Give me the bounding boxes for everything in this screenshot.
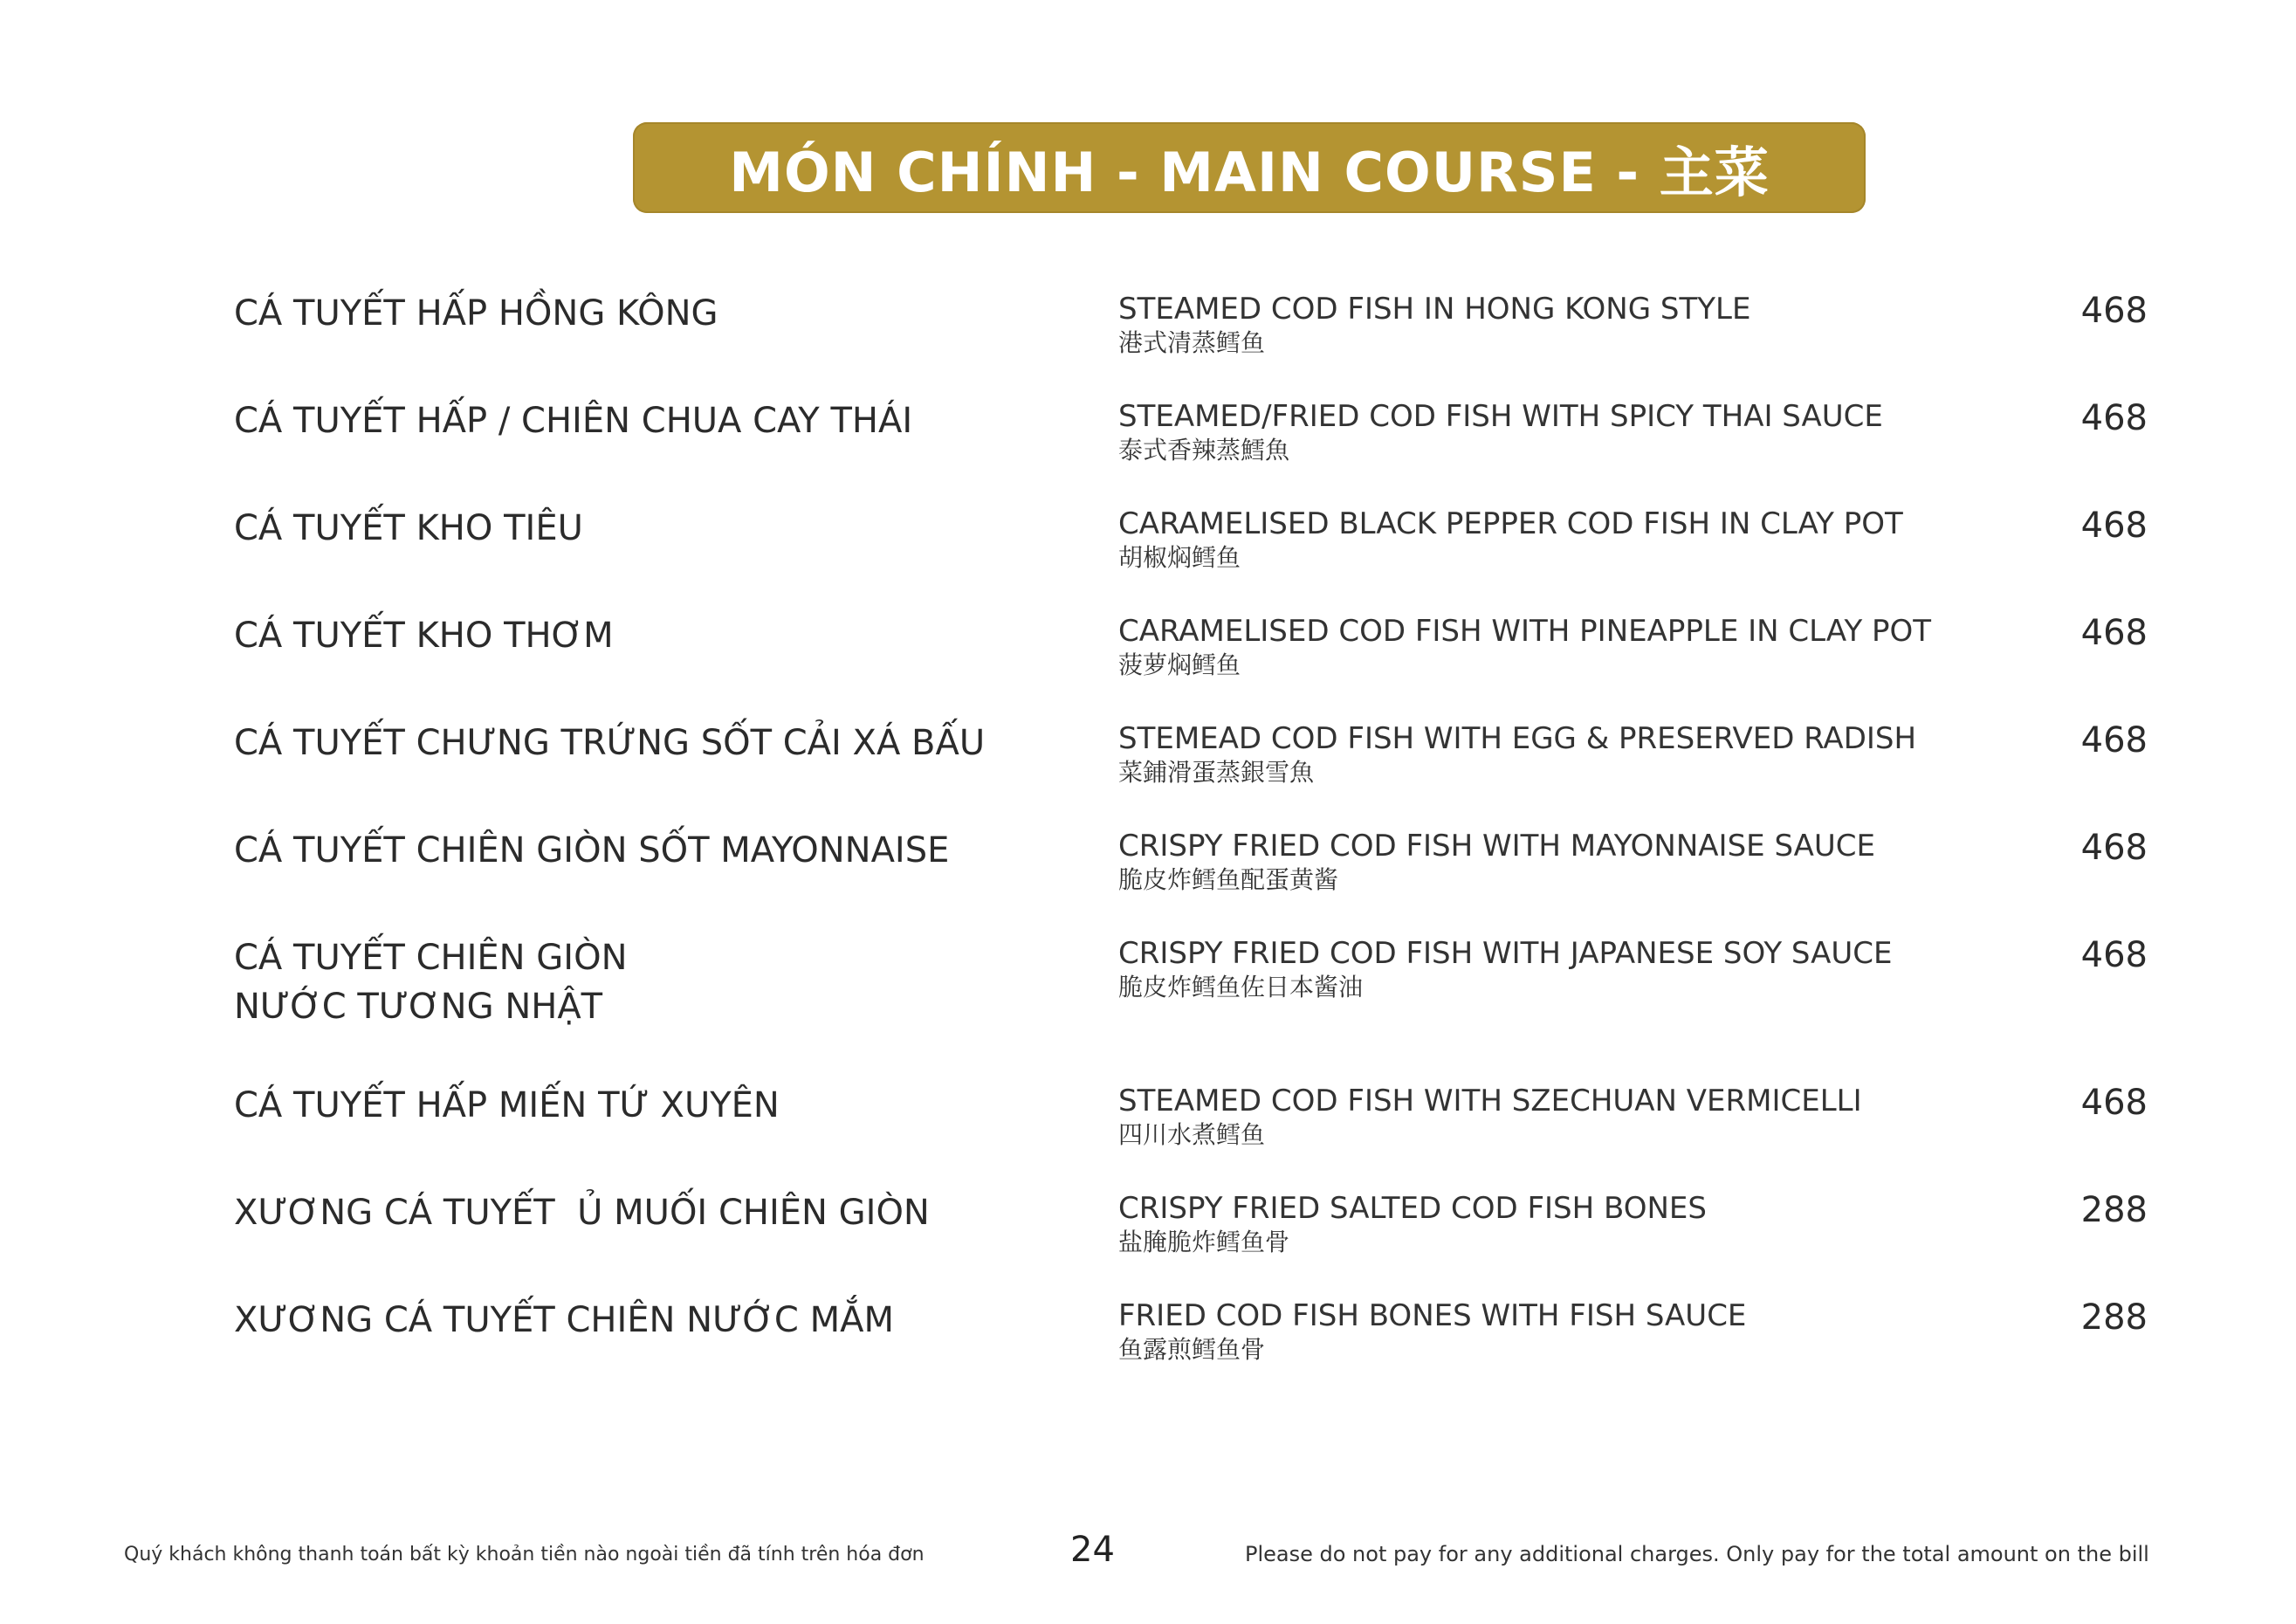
item-price: 288	[2080, 1190, 2148, 1230]
item-price: 468	[2080, 828, 2148, 868]
item-vietnamese-name-line-2: NƯỚC TƯƠNG NHẬT	[234, 987, 603, 1027]
item-price: 468	[2080, 935, 2148, 975]
item-vietnamese-name: XƯƠNG CÁ TUYẾT Ủ MUỐI CHIÊN GIÒN	[234, 1193, 930, 1233]
item-english-name: CRISPY FRIED COD FISH WITH JAPANESE SOY SAUCE	[1118, 936, 1893, 971]
item-vietnamese-name: CÁ TUYẾT HẤP MIẾN TỨ XUYÊN	[234, 1085, 780, 1125]
item-english-name: STEMEAD COD FISH WITH EGG & PRESERVED RADISH	[1118, 721, 1917, 756]
item-english-name: STEAMED COD FISH IN HONG KONG STYLE	[1118, 292, 1751, 327]
item-vietnamese-name: CÁ TUYẾT HẤP HỒNG KÔNG	[234, 293, 718, 334]
footer-note-english: Please do not pay for any additional charges. Only pay for the total amount on the bill	[1245, 1542, 2149, 1566]
page-title: MÓN CHÍNH - MAIN COURSE - 主菜	[729, 140, 1770, 204]
item-vietnamese-name: CÁ TUYẾT CHƯNG TRỨNG SỐT CẢI XÁ BẤU	[234, 723, 986, 763]
item-chinese-name: 鱼露煎鳕鱼骨	[1118, 1335, 1266, 1364]
item-english-name: STEAMED/FRIED COD FISH WITH SPICY THAI SAUCE	[1118, 399, 1883, 434]
item-price: 468	[2080, 720, 2148, 760]
item-chinese-name: 脆皮炸鳕鱼配蛋黄酱	[1118, 865, 1339, 894]
item-chinese-name: 菜鋪滑蛋蒸銀雪魚	[1118, 758, 1315, 787]
item-price: 468	[2080, 1083, 2148, 1123]
item-price: 468	[2080, 506, 2148, 546]
item-english-name: CARAMELISED COD FISH WITH PINEAPPLE IN CLAY POT	[1118, 614, 1932, 649]
item-price: 468	[2080, 291, 2148, 331]
item-price: 468	[2080, 613, 2148, 653]
item-chinese-name: 菠萝焖鳕鱼	[1118, 650, 1241, 679]
item-chinese-name: 港式清蒸鳕鱼	[1118, 328, 1266, 357]
item-chinese-name: 盐腌脆炸鳕鱼骨	[1118, 1228, 1290, 1256]
item-vietnamese-name: CÁ TUYẾT KHO THƠM	[234, 616, 614, 656]
item-vietnamese-name: CÁ TUYẾT HẤP / CHIÊN CHUA CAY THÁI	[234, 401, 913, 441]
item-english-name: CRISPY FRIED SALTED COD FISH BONES	[1118, 1191, 1707, 1226]
item-english-name: STEAMED COD FISH WITH SZECHUAN VERMICELLI	[1118, 1084, 1862, 1118]
item-vietnamese-name: CÁ TUYẾT CHIÊN GIÒN	[234, 938, 628, 978]
page-number: 24	[1070, 1530, 1115, 1570]
header-banner	[633, 122, 1866, 213]
item-vietnamese-name: XƯƠNG CÁ TUYẾT CHIÊN NƯỚC MẮM	[234, 1300, 894, 1340]
item-vietnamese-name: CÁ TUYẾT KHO TIÊU	[234, 508, 583, 548]
item-chinese-name: 脆皮炸鳕鱼佐日本酱油	[1118, 973, 1364, 1001]
item-price: 468	[2080, 398, 2148, 438]
item-price: 288	[2080, 1297, 2148, 1338]
item-chinese-name: 胡椒焖鳕鱼	[1118, 543, 1241, 572]
item-vietnamese-name: CÁ TUYẾT CHIÊN GIÒN SỐT MAYONNAISE	[234, 830, 950, 870]
item-english-name: CARAMELISED BLACK PEPPER COD FISH IN CLAY POT	[1118, 506, 1903, 541]
item-english-name: CRISPY FRIED COD FISH WITH MAYONNAISE SAUCE	[1118, 829, 1876, 864]
item-chinese-name: 四川水煮鳕鱼	[1118, 1120, 1266, 1149]
footer-note-vietnamese: Quý khách không thanh toán bất kỳ khoản tiền nào ngoài tiền đã tính trên hóa đơn	[124, 1544, 925, 1566]
item-english-name: FRIED COD FISH BONES WITH FISH SAUCE	[1118, 1298, 1747, 1333]
item-chinese-name: 泰式香辣蒸鱈魚	[1118, 436, 1290, 464]
